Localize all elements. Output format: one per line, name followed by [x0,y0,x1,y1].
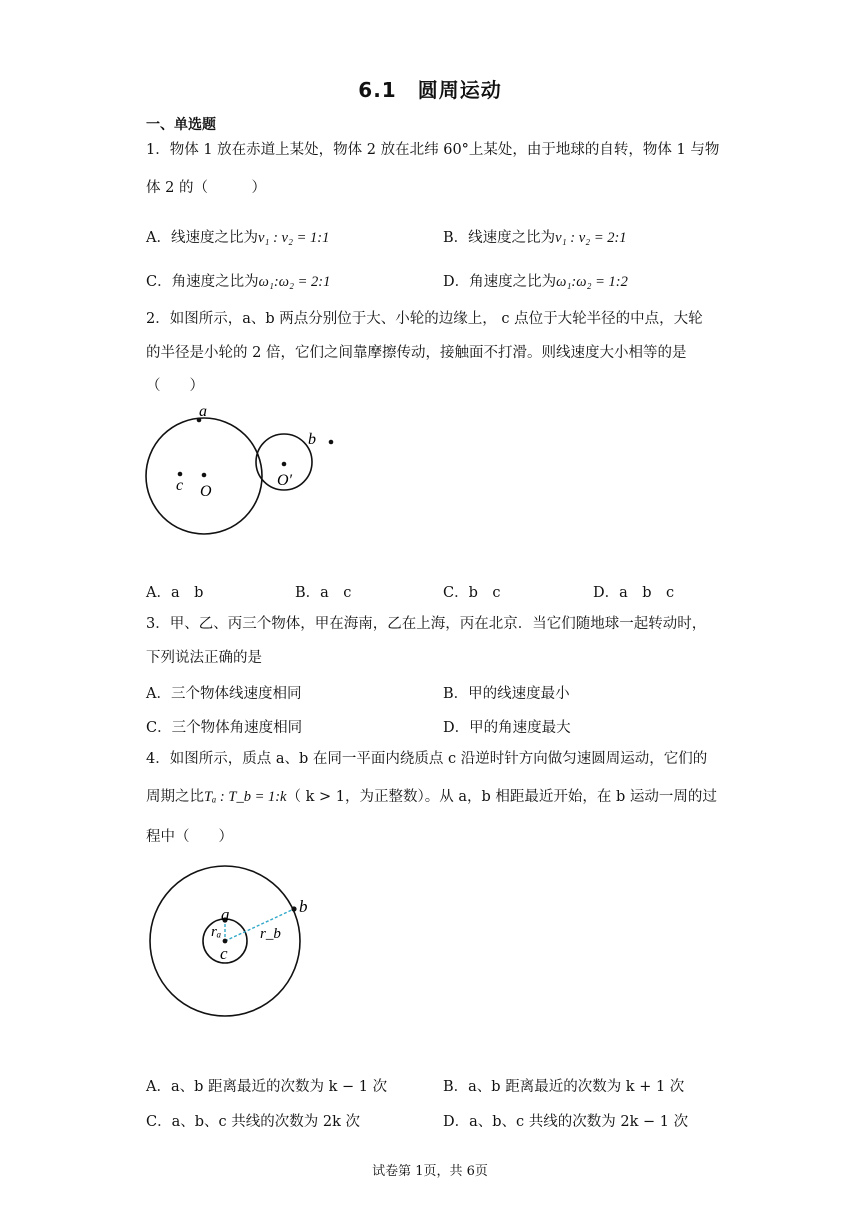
q3-option-d[interactable]: D．甲的角速度最大 [443,720,571,736]
q1-option-d-text: D．角速度之比为 [443,274,557,290]
q2-stem-line2: 的半径是小轮的 2 倍，它们之间靠摩擦传动，接触面不打滑。则线速度大小相等的是 [146,345,687,361]
q2-option-b[interactable]: B．a c [295,585,352,601]
q2-stem-line3: （ ） [146,378,204,394]
q2-option-a[interactable]: A．a b [146,585,204,601]
q1-option-c-text: C．角速度之比为 [146,274,259,290]
q1-option-c-math: ω₁:ω₂ = 2:1 [258,274,331,290]
label-rb: r_b [260,926,281,942]
q3-option-a[interactable]: A．三个物体线速度相同 [146,686,302,702]
point-b [329,440,334,445]
q4-period-ratio: Tₐ : T_b = 1:k [204,789,287,805]
q1-option-a[interactable] [146,226,329,247]
label-b: b [308,431,316,448]
q4-option-c[interactable]: C．a、b、c 共线的次数为 2k 次 [146,1114,360,1130]
q3-option-b[interactable]: B．甲的线速度最小 [443,686,570,702]
center-o-prime [282,462,287,467]
point-b [291,906,296,911]
point-c [178,472,183,477]
q2-option-c[interactable]: C．b c [443,585,501,601]
q4-stem-line2-post: （ k > 1，为正整数）。从 a，b 相距最近开始，在 b 运动一周的过 [286,789,717,805]
page-footer: 试卷第 1页，共 6页 [372,1164,488,1179]
label-c: c [176,477,184,494]
q4-stem-line3: 程中（ ） [146,829,233,845]
label-ra: rₐ [211,924,222,940]
q1-stem-line2: 体 2 的（ ） [146,180,266,196]
page-title: 6.1 圆周运动 [358,78,502,102]
q4-option-d[interactable]: D．a、b、c 共线的次数为 2k − 1 次 [443,1114,689,1130]
label-b: b [299,897,308,916]
q1-option-c[interactable] [146,270,330,291]
q4-stem-line2 [146,788,717,806]
q4-option-a[interactable]: A．a、b 距离最近的次数为 k − 1 次 [146,1079,388,1095]
q2-option-d[interactable]: D．a b c [593,585,675,601]
label-c: c [220,944,228,963]
q1-stem-line1: 1．物体 1 放在赤道上某处，物体 2 放在北纬 60°上某处，由于地球的自转，物体 1 与物 [146,142,720,158]
q1-option-a-text: A．线速度之比为 [146,230,258,246]
section-heading: 一、单选题 [146,117,216,133]
q2-wheels-figure [140,400,340,540]
q4-orbits-figure [140,860,340,1030]
q3-stem-line1: 3．甲、乙、丙三个物体，甲在海南，乙在上海，丙在北京．当它们随地球一起转动时， [146,616,707,632]
q1-option-b-math: v₁ : v₂ = 2:1 [555,230,627,246]
q4-stem-line1: 4．如图所示，质点 a、b 在同一平面内绕质点 c 沿逆时针方向做匀速圆周运动，它们的 [146,751,708,767]
q1-option-b-text: B．线速度之比为 [443,230,556,246]
q1-option-d[interactable] [443,270,628,291]
label-o: O [200,483,212,500]
label-o-prime: O′ [277,472,293,489]
q1-option-b[interactable] [443,226,627,247]
q3-option-c[interactable]: C．三个物体角速度相同 [146,720,303,736]
q3-stem-line2: 下列说法正确的是 [146,650,262,666]
label-a: a [221,905,230,924]
center-o [202,473,207,478]
q4-option-b[interactable]: B．a、b 距离最近的次数为 k + 1 次 [443,1079,685,1095]
q2-stem-line1: 2．如图所示，a、b 两点分别位于大、小轮的边缘上， c 点位于大轮半径的中点，大轮 [146,311,703,327]
q1-option-a-math: v₁ : v₂ = 1:1 [257,230,330,246]
q4-stem-line2-pre: 周期之比 [146,789,204,805]
q1-option-d-math: ω₁:ω₂ = 1:2 [556,274,628,290]
point-c [223,939,228,944]
label-a: a [199,403,207,420]
